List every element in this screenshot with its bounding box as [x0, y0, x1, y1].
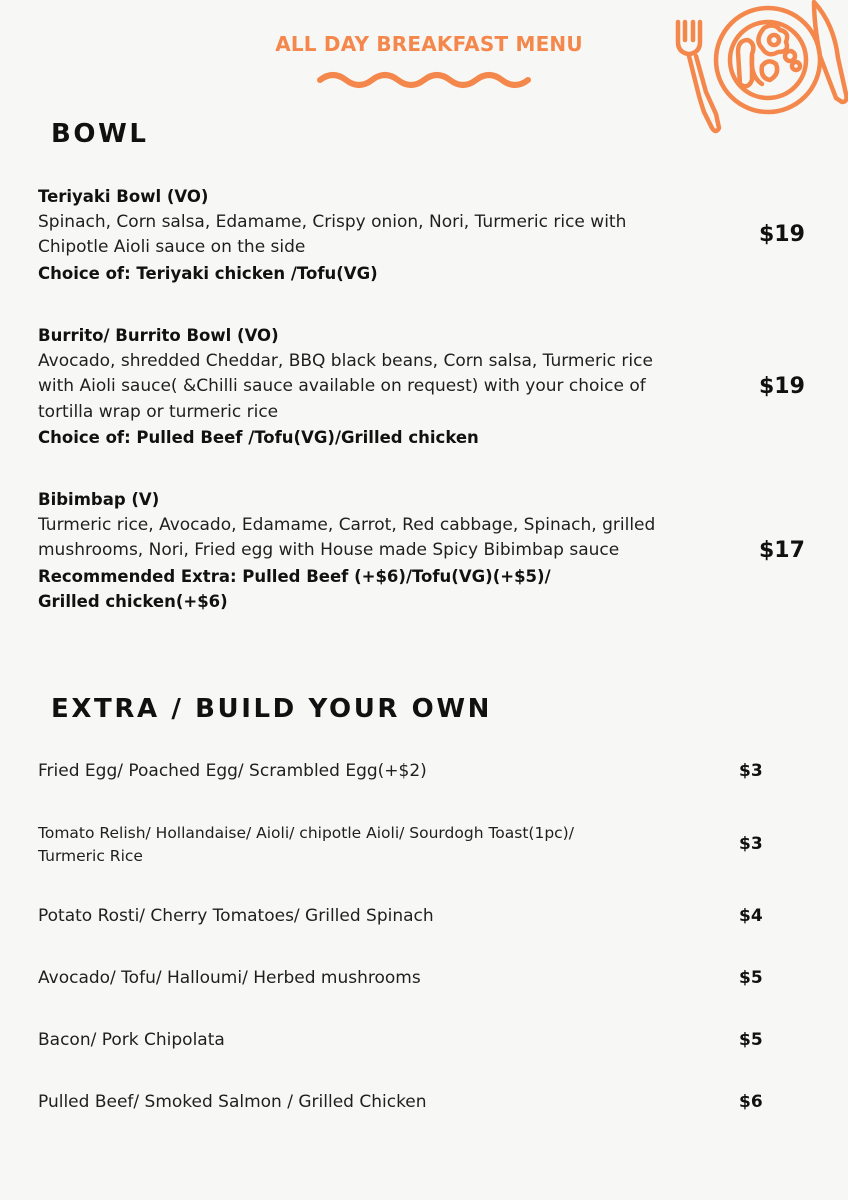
item-choice: Choice of: Teriyaki chicken /Tofu(VG): [38, 263, 378, 283]
extra-name: Pulled Beef/ Smoked Salmon / Grilled Chicken: [38, 1092, 427, 1112]
item-choice: Choice of: Pulled Beef /Tofu(VG)/Grilled chicken: [38, 428, 479, 447]
extra-name: Tomato Relish/ Hollandaise/ Aioli/ chipotle Aioli/ Sourdogh Toast(1pc)/: [38, 824, 574, 842]
extra-price: $3: [739, 761, 763, 781]
item-description: with Aioli sauce( &Chilli sauce available on request) with your choice of: [38, 376, 646, 396]
section-heading-bowl: BOWL: [51, 119, 149, 149]
menu-title: ALL DAY BREAKFAST MENU: [275, 32, 583, 56]
item-name: Bibimbap (V): [38, 490, 160, 509]
extra-price: $5: [739, 1030, 763, 1050]
extra-name: Turmeric Rice: [38, 847, 143, 865]
extra-name: Fried Egg/ Poached Egg/ Scrambled Egg(+$2): [38, 761, 427, 781]
item-description: tortilla wrap or turmeric rice: [38, 401, 279, 422]
extra-name: Bacon/ Pork Chipolata: [38, 1030, 225, 1050]
extra-name: Potato Rosti/ Cherry Tomatoes/ Grilled Spinach: [38, 906, 434, 926]
item-price: $19: [759, 374, 805, 399]
section-heading-extras: EXTRA / BUILD YOUR OWN: [51, 694, 493, 724]
extra-price: $6: [739, 1092, 763, 1112]
item-description: Avocado, shredded Cheddar, BBQ black beans, Corn salsa, Turmeric rice: [38, 350, 653, 371]
item-description: Spinach, Corn salsa, Edamame, Crispy onion, Nori, Turmeric rice with: [38, 211, 627, 232]
extra-price: $5: [739, 968, 763, 988]
menu-item-teriyaki-bowl: [38, 184, 728, 286]
extra-price: $3: [739, 834, 763, 854]
extra-name: Avocado/ Tofu/ Halloumi/ Herbed mushrooms: [38, 968, 421, 988]
item-description: mushrooms, Nori, Fried egg with House made Spicy Bibimbap sauce: [38, 540, 620, 560]
item-price: $17: [759, 538, 805, 563]
item-name: Teriyaki Bowl (VO): [38, 187, 209, 206]
extra-price: $4: [739, 906, 763, 926]
menu-item-burrito-bowl: [38, 323, 728, 451]
menu-item-bibimbap: [38, 487, 728, 615]
item-price: $19: [759, 222, 805, 247]
item-choice: Grilled chicken(+$6): [38, 592, 228, 611]
fork-plate-knife-breakfast-icon: [668, 0, 848, 140]
item-choice: Recommended Extra: Pulled Beef (+$6)/Tofu(VG)(+$5)/: [38, 566, 551, 586]
item-description: Turmeric rice, Avocado, Edamame, Carrot, Red cabbage, Spinach, grilled: [38, 514, 656, 535]
item-name: Burrito/ Burrito Bowl (VO): [38, 326, 279, 345]
wave-divider-icon: [316, 68, 532, 92]
item-description: Chipotle Aioli sauce on the side: [38, 237, 306, 257]
